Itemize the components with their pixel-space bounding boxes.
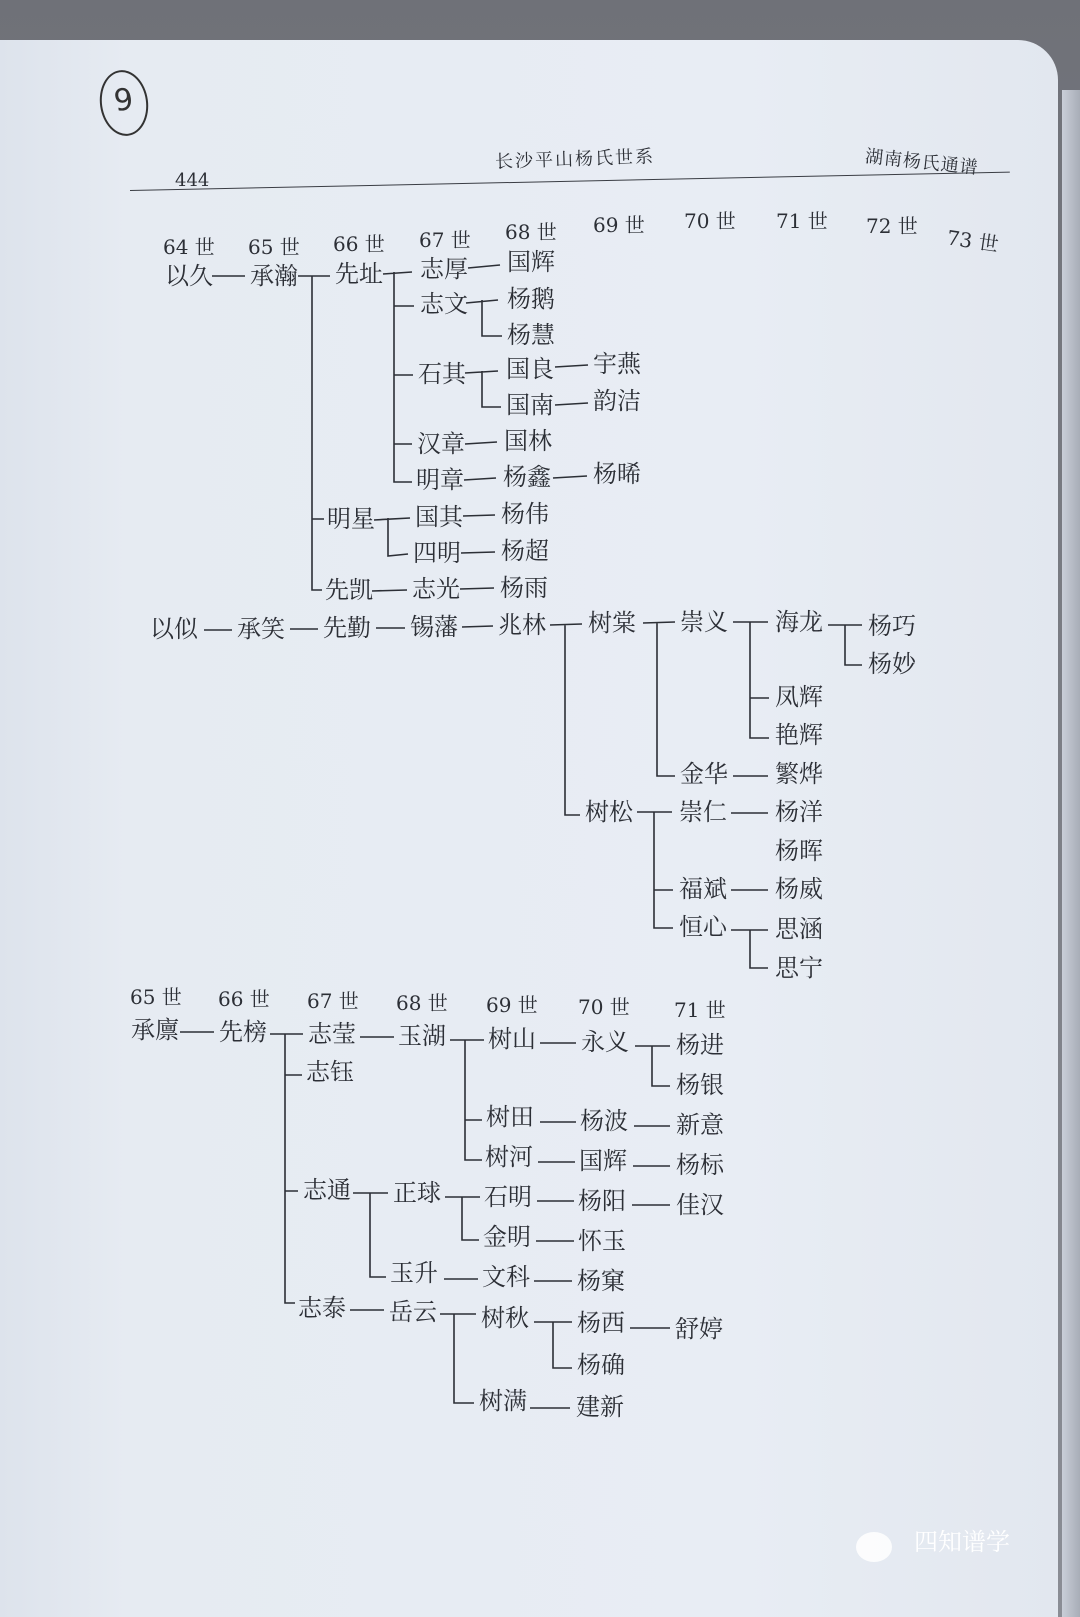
person-name: 国南 xyxy=(506,391,554,419)
person-name: 杨鑫 xyxy=(503,463,551,491)
person-name: 承瀚 xyxy=(250,262,298,290)
person-name: 新意 xyxy=(676,1111,724,1139)
person-name: 杨巧 xyxy=(868,612,916,640)
person-name: 玉升 xyxy=(390,1259,438,1287)
person-name: 先凯 xyxy=(325,576,373,604)
person-name: 树松 xyxy=(585,798,633,826)
person-name: 国辉 xyxy=(507,248,555,276)
generation-label: 68 世 xyxy=(396,991,448,1015)
generation-label: 71 世 xyxy=(776,209,828,233)
person-name: 志通 xyxy=(303,1176,351,1204)
person-name: 国其 xyxy=(415,503,463,531)
wechat-icon xyxy=(856,1532,892,1562)
person-name: 杨标 xyxy=(676,1151,724,1179)
person-name: 树秋 xyxy=(481,1304,529,1332)
person-name: 兆林 xyxy=(498,611,546,639)
person-name: 杨晞 xyxy=(593,460,641,488)
person-name: 先址 xyxy=(335,260,383,288)
person-name: 明章 xyxy=(416,466,464,494)
person-name: 玉湖 xyxy=(398,1022,446,1050)
person-name: 志光 xyxy=(412,575,460,603)
person-name: 树田 xyxy=(486,1103,534,1131)
person-name: 海龙 xyxy=(775,608,823,636)
watermark: 四知谱学 xyxy=(914,1528,1010,1556)
person-name: 永义 xyxy=(581,1028,629,1056)
person-name: 舒婷 xyxy=(675,1315,723,1343)
person-name: 志钰 xyxy=(306,1058,354,1086)
person-name: 树山 xyxy=(488,1025,536,1053)
person-name: 杨进 xyxy=(676,1031,724,1059)
person-name: 思宁 xyxy=(775,954,823,982)
person-name: 金华 xyxy=(680,760,728,788)
person-name: 宇燕 xyxy=(593,350,641,378)
person-name: 杨鹅 xyxy=(507,285,555,313)
person-name: 崇仁 xyxy=(679,798,727,826)
person-name: 明星 xyxy=(327,505,375,533)
person-name: 国林 xyxy=(504,427,552,455)
person-name: 福斌 xyxy=(679,875,727,903)
person-name: 杨窠 xyxy=(577,1267,625,1295)
book-title: 湖南杨氏通谱 xyxy=(864,146,980,179)
generation-label: 72 世 xyxy=(866,214,918,238)
person-name: 艳辉 xyxy=(775,721,823,749)
person-name: 先榜 xyxy=(219,1018,267,1046)
person-name: 杨伟 xyxy=(501,500,549,528)
person-name: 建新 xyxy=(576,1393,624,1421)
person-name: 先勤 xyxy=(323,614,371,642)
generation-label: 68 世 xyxy=(505,220,557,244)
generation-label: 71 世 xyxy=(674,998,726,1022)
person-name: 杨西 xyxy=(577,1309,625,1337)
generation-label: 73 世 xyxy=(945,225,1001,257)
generation-label: 70 世 xyxy=(684,209,736,233)
person-name: 锡藩 xyxy=(410,613,458,641)
person-name: 汉章 xyxy=(417,430,465,458)
person-name: 承笑 xyxy=(237,615,285,643)
generation-label: 67 世 xyxy=(419,228,471,252)
person-name: 以似 xyxy=(150,615,198,643)
person-name: 志厚 xyxy=(420,255,468,283)
person-name: 树满 xyxy=(479,1387,527,1415)
person-name: 树棠 xyxy=(588,609,636,637)
person-name: 金明 xyxy=(483,1223,531,1251)
page-title: 长沙平山杨氏世系 xyxy=(494,146,656,173)
person-name: 杨确 xyxy=(577,1351,625,1379)
person-name: 杨晖 xyxy=(775,837,823,865)
person-name: 岳云 xyxy=(389,1298,437,1326)
person-name: 杨超 xyxy=(501,537,549,565)
person-name: 韵洁 xyxy=(593,387,641,415)
person-name: 树河 xyxy=(485,1143,533,1171)
person-name: 繁烨 xyxy=(775,760,823,788)
person-name: 石明 xyxy=(484,1183,532,1211)
person-name: 以久 xyxy=(165,262,213,290)
generation-label: 69 世 xyxy=(593,213,645,237)
handwritten-page-mark: 9 xyxy=(96,67,153,139)
generation-label: 65 世 xyxy=(130,985,182,1009)
person-name: 思涵 xyxy=(775,915,823,943)
generation-label: 65 世 xyxy=(248,235,300,259)
page-number: 444 xyxy=(175,170,210,191)
person-name: 杨慧 xyxy=(507,321,555,349)
person-name: 石其 xyxy=(418,360,466,388)
person-name: 承廪 xyxy=(131,1016,179,1044)
person-name: 志文 xyxy=(420,290,468,318)
person-name: 四明 xyxy=(413,539,461,567)
person-name: 恒心 xyxy=(679,913,727,941)
person-name: 杨阳 xyxy=(578,1187,626,1215)
person-name: 凤辉 xyxy=(775,683,823,711)
person-name: 杨妙 xyxy=(868,650,916,678)
person-name: 志莹 xyxy=(308,1020,356,1048)
person-name: 杨雨 xyxy=(500,574,548,602)
person-name: 文科 xyxy=(482,1263,530,1291)
generation-label: 64 世 xyxy=(163,235,215,259)
generation-label: 69 世 xyxy=(486,993,538,1017)
person-name: 崇义 xyxy=(680,608,728,636)
person-name: 杨波 xyxy=(580,1107,628,1135)
person-name: 杨洋 xyxy=(775,798,823,826)
person-name: 志泰 xyxy=(298,1294,346,1322)
generation-label: 66 世 xyxy=(218,987,270,1011)
person-name: 佳汉 xyxy=(676,1191,724,1219)
generation-label: 66 世 xyxy=(333,232,385,256)
generation-label: 67 世 xyxy=(307,989,359,1013)
person-name: 杨银 xyxy=(676,1071,724,1099)
person-name: 国良 xyxy=(506,355,554,383)
person-name: 正球 xyxy=(393,1179,441,1207)
person-name: 国辉 xyxy=(579,1147,627,1175)
person-name: 怀玉 xyxy=(578,1227,626,1255)
person-name: 杨威 xyxy=(775,875,823,903)
generation-label: 70 世 xyxy=(578,995,630,1019)
